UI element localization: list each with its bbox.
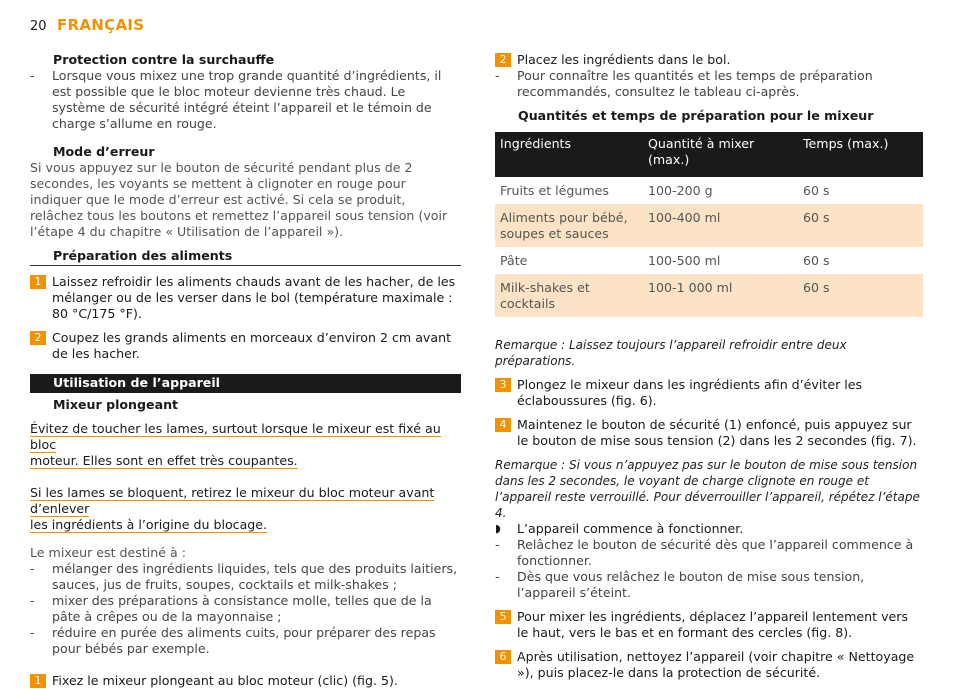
result-text: L’appareil commence à fonctionner. xyxy=(517,521,744,536)
table-cell: 100-400 ml xyxy=(643,204,798,247)
warning-line: les ingrédients à l’origine du blocage. xyxy=(30,517,268,532)
step2-sub-item xyxy=(495,68,923,100)
step-number-badge: 6 xyxy=(495,650,511,664)
step-number-badge: 1 xyxy=(30,674,46,688)
dash-marker: - xyxy=(30,68,35,83)
right-column xyxy=(495,52,923,681)
overheat-text: Lorsque vous mixez une trop grande quantité d’ingrédients, il est possible que le bloc moteur devienne très chaud. Le système de sécurité intégré éteint l’appareil et le témoin de charge s’allume en rouge. xyxy=(52,68,442,131)
prep-step-1 xyxy=(30,274,461,322)
overheat-heading: Protection contre la surchauffe xyxy=(53,52,275,67)
step-number-badge: 5 xyxy=(495,610,511,624)
step-text: Placez les ingrédients dans le bol. xyxy=(517,52,731,67)
error-heading: Mode d’erreur xyxy=(53,144,155,159)
step-text: Après utilisation, nettoyez l’appareil (voir chapitre « Nettoyage »), puis placez-le dans la protection de sécurité. xyxy=(517,649,915,680)
use-step-1 xyxy=(30,673,461,689)
result-item xyxy=(495,537,923,569)
table-row xyxy=(495,274,923,317)
use-step-4 xyxy=(495,417,923,449)
dash-marker: - xyxy=(495,68,500,83)
table-cell: 60 s xyxy=(803,253,830,268)
step-number-badge: 3 xyxy=(495,378,511,392)
use-step-2 xyxy=(495,52,923,68)
use-step-5 xyxy=(495,609,923,641)
overheat-item xyxy=(30,68,461,132)
table-cell: 60 s xyxy=(798,204,923,247)
quantities-table xyxy=(495,132,923,317)
table-header-row xyxy=(495,132,923,177)
result-item-text: Dès que vous relâchez le bouton de mise sous tension, l’appareil s’éteint. xyxy=(517,569,865,600)
table-cell: Aliments pour bébé, soupes et sauces xyxy=(495,204,643,247)
table-title: Quantités et temps de préparation pour le mixeur xyxy=(518,108,874,123)
table-row xyxy=(495,247,923,274)
warning-line: Évitez de toucher les lames, surtout lorsque le mixeur est fixé au bloc xyxy=(30,421,441,452)
result-item xyxy=(495,569,923,601)
table-row xyxy=(495,177,923,204)
blade-warning xyxy=(30,421,461,469)
step-text: Laissez refroidir les aliments chauds avant de les hacher, de les mélanger ou de les verser dans le bol (température maximale : 80 °C/175 °F). xyxy=(52,274,456,321)
dash-marker: - xyxy=(495,569,500,584)
step-number-badge: 2 xyxy=(495,53,511,67)
warning-line: Si les lames se bloquent, retirez le mixeur du bloc moteur avant d’enlever xyxy=(30,485,435,516)
table-row xyxy=(495,204,923,247)
step-number-badge: 4 xyxy=(495,418,511,432)
prep-step-2 xyxy=(30,330,461,362)
error-text: Si vous appuyez sur le bouton de sécurité pendant plus de 2 secondes, les voyants se mettent à clignoter en rouge pour indiquer que le mode d’erreur est activé. Si cela se produit, relâchez tous les boutons et remettez l’appareil sous tension (voir l’étape 4 du chapitre « Utilisation de l’appareil »). xyxy=(30,160,448,239)
intended-intro: Le mixeur est destiné à : xyxy=(30,545,186,560)
table-cell: 100-500 ml xyxy=(648,253,721,268)
intended-item xyxy=(30,625,461,657)
step-text: Maintenez le bouton de sécurité (1) enfoncé, puis appuyez sur le bouton de mise sous tension (2) dans les 2 secondes (fig. 7). xyxy=(517,417,917,448)
remark-unlock: Remarque : Si vous n’appuyez pas sur le bouton de mise sous tension dans les 2 secondes, le voyant de charge clignote en rouge et l’appareil reste verrouillé. Pour déverrouiller l’appareil, répétez l’étape 4. xyxy=(495,458,920,520)
jam-warning xyxy=(30,485,461,533)
result-arrow-icon: ◗ xyxy=(495,522,501,535)
table-cell: Milk-shakes et cocktails xyxy=(495,274,643,317)
table-cell: 60 s xyxy=(798,274,923,317)
intended-text: réduire en purée des aliments cuits, pour préparer des repas pour bébés par exemple. xyxy=(52,625,436,656)
step-number-badge: 1 xyxy=(30,275,46,289)
intended-text: mixer des préparations à consistance molle, telles que de la pâte à crêpes ou de la mayonnaise ; xyxy=(52,593,432,624)
use-section-bar: Utilisation de l’appareil xyxy=(30,374,461,393)
dash-marker: - xyxy=(30,625,35,640)
result-item-text: Relâchez le bouton de sécurité dès que l’appareil commence à fonctionner. xyxy=(517,537,914,568)
dash-marker: - xyxy=(495,537,500,552)
step2-sub-text: Pour connaître les quantités et les temps de préparation recommandés, consultez le tableau ci-après. xyxy=(517,68,873,99)
prep-heading: Préparation des aliments xyxy=(30,248,461,266)
table-header-cell: Temps (max.) xyxy=(798,132,923,177)
step-number-badge: 2 xyxy=(30,331,46,345)
remark-cooling: Remarque : Laissez toujours l’appareil refroidir entre deux préparations. xyxy=(495,338,847,368)
table-cell: Fruits et légumes xyxy=(500,183,609,198)
intended-item xyxy=(30,593,461,625)
dash-marker: - xyxy=(30,561,35,576)
step-text: Coupez les grands aliments en morceaux d’environ 2 cm avant de les hacher. xyxy=(52,330,452,361)
table-header-cell: Ingrédients xyxy=(495,132,643,177)
mixer-heading: Mixeur plongeant xyxy=(53,397,179,412)
result-bullet xyxy=(495,521,923,537)
use-step-6 xyxy=(495,649,923,681)
dash-marker: - xyxy=(30,593,35,608)
intended-text: mélanger des ingrédients liquides, tels que des produits laitiers, sauces, jus de fruits, soupes, cocktails et milk-shakes ; xyxy=(52,561,458,592)
page-number: 20 xyxy=(30,19,47,34)
left-column xyxy=(30,52,461,689)
table-cell: 100-1 000 ml xyxy=(643,274,798,317)
intended-item xyxy=(30,561,461,593)
step-text: Plongez le mixeur dans les ingrédients afin d’éviter les éclaboussures (fig. 6). xyxy=(517,377,863,408)
step-text: Fixez le mixeur plongeant au bloc moteur (clic) (fig. 5). xyxy=(52,673,398,688)
table-cell: 100-200 g xyxy=(648,183,713,198)
warning-line: moteur. Elles sont en effet très coupantes. xyxy=(30,453,298,468)
use-step-3 xyxy=(495,377,923,409)
language-header: FRANÇAIS xyxy=(57,16,145,34)
table-header-cell: Quantité à mixer (max.) xyxy=(643,132,798,177)
table-cell: 60 s xyxy=(803,183,830,198)
table-cell: Pâte xyxy=(500,253,528,268)
step-text: Pour mixer les ingrédients, déplacez l’appareil lentement vers le haut, vers le bas et en formant des cercles (fig. 8). xyxy=(517,609,909,640)
